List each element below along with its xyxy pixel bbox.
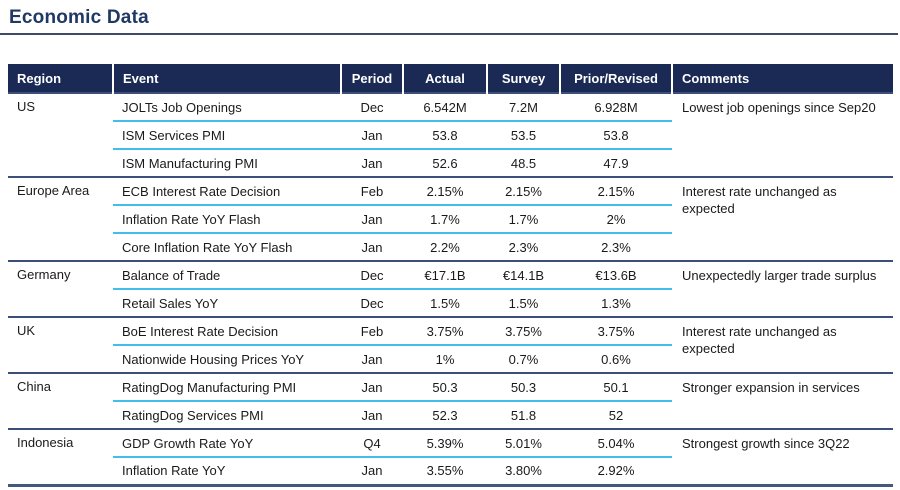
event-cell: Balance of Trade	[113, 261, 341, 289]
event-cell: RatingDog Services PMI	[122, 407, 264, 423]
column-header-comments: Comments	[672, 64, 893, 93]
event-cell: Retail Sales YoY	[122, 295, 219, 311]
region-label: Germany	[17, 267, 71, 282]
survey-cell: 3.75%	[487, 317, 560, 345]
region-label: US	[17, 99, 36, 114]
table-row	[8, 317, 893, 345]
column-header-prior-revised: Prior/Revised	[560, 64, 672, 93]
comment-cell: Interest rate unchanged as expected	[682, 184, 837, 216]
region-group	[8, 177, 893, 261]
actual-cell: 1.7%	[403, 205, 487, 233]
actual-cell: 2.2%	[430, 239, 460, 255]
column-header-event: Event	[113, 64, 341, 93]
table-row	[8, 177, 893, 205]
prior-cell: 2.3%	[601, 239, 631, 255]
prior-cell: 2.15%	[560, 177, 672, 205]
actual-cell: 5.39%	[403, 429, 487, 457]
event-cell: Core Inflation Rate YoY Flash	[122, 239, 293, 255]
actual-cell: 52.3	[432, 407, 458, 423]
survey-cell: 2.15%	[487, 177, 560, 205]
comment-cell: Interest rate unchanged as expected	[682, 324, 837, 356]
period-cell: Jan	[341, 205, 403, 233]
survey-cell: 2.3%	[508, 239, 539, 255]
comment-cell: Strongest growth since 3Q22	[682, 436, 850, 451]
actual-cell: 6.542M	[403, 93, 487, 121]
actual-cell: 3.75%	[403, 317, 487, 345]
actual-cell: 50.3	[403, 373, 487, 401]
period-cell: Jan	[361, 239, 383, 255]
survey-cell: 1.5%	[508, 295, 539, 311]
event-cell: Inflation Rate YoY Flash	[113, 205, 341, 233]
prior-cell: 53.8	[560, 121, 672, 149]
survey-cell: 3.80%	[505, 463, 542, 479]
event-cell: RatingDog Manufacturing PMI	[113, 373, 341, 401]
table-row	[8, 261, 893, 289]
event-cell: JOLTs Job Openings	[113, 93, 341, 121]
event-cell: ISM Manufacturing PMI	[122, 155, 258, 171]
prior-cell: 0.6%	[601, 351, 631, 367]
survey-cell: 1.7%	[487, 205, 560, 233]
period-cell: Jan	[361, 351, 383, 367]
prior-cell: 52	[608, 407, 624, 423]
prior-cell: 5.04%	[560, 429, 672, 457]
period-cell: Feb	[341, 317, 403, 345]
prior-cell: 3.75%	[560, 317, 672, 345]
period-cell: Jan	[361, 155, 383, 171]
event-cell: BoE Interest Rate Decision	[113, 317, 341, 345]
region-label: Indonesia	[17, 435, 74, 450]
header-row	[8, 64, 893, 93]
region-label: Europe Area	[17, 183, 90, 198]
prior-cell: 2%	[560, 205, 672, 233]
table-row	[8, 429, 893, 457]
prior-cell: 50.1	[560, 373, 672, 401]
page-title: Economic Data	[9, 7, 149, 28]
period-cell: Q4	[341, 429, 403, 457]
survey-cell: 48.5	[510, 155, 537, 171]
survey-cell: 7.2M	[487, 93, 560, 121]
event-cell: ECB Interest Rate Decision	[113, 177, 341, 205]
survey-cell: 0.7%	[508, 351, 539, 367]
region-group	[8, 429, 893, 485]
table-row	[8, 93, 893, 121]
actual-cell: 1.5%	[430, 295, 460, 311]
region-group	[8, 93, 893, 177]
period-cell: Jan	[341, 121, 403, 149]
event-cell: Nationwide Housing Prices YoY	[122, 351, 305, 367]
prior-cell: 47.9	[603, 155, 629, 171]
comment-cell: Unexpectedly larger trade surplus	[682, 268, 877, 283]
prior-cell: 6.928M	[560, 93, 672, 121]
survey-cell: 53.5	[487, 121, 560, 149]
table-header	[8, 64, 893, 93]
period-cell: Dec	[341, 261, 403, 289]
period-cell: Feb	[341, 177, 403, 205]
event-cell: GDP Growth Rate YoY	[113, 429, 341, 457]
actual-cell: 3.55%	[426, 463, 464, 479]
actual-cell: 53.8	[403, 121, 487, 149]
region-group	[8, 317, 893, 373]
event-cell: ISM Services PMI	[113, 121, 341, 149]
column-header-survey: Survey	[487, 64, 560, 93]
survey-cell: 51.8	[510, 407, 537, 423]
column-header-period: Period	[341, 64, 403, 93]
survey-cell: €14.1B	[487, 261, 560, 289]
region-label: UK	[17, 323, 36, 338]
table-row	[8, 373, 893, 401]
survey-cell: 5.01%	[487, 429, 560, 457]
period-cell: Jan	[361, 407, 383, 423]
economic-data-table	[8, 64, 893, 487]
survey-cell: 50.3	[487, 373, 560, 401]
column-header-actual: Actual	[403, 64, 487, 93]
region-group	[8, 261, 893, 317]
page-header	[0, 0, 900, 29]
period-cell: Dec	[360, 295, 384, 311]
actual-cell: 1%	[435, 351, 455, 367]
column-header-region: Region	[8, 64, 113, 93]
prior-cell: 1.3%	[601, 295, 631, 311]
period-cell: Jan	[341, 373, 403, 401]
event-cell: Inflation Rate YoY	[122, 463, 226, 479]
actual-cell: €17.1B	[403, 261, 487, 289]
actual-cell: 2.15%	[403, 177, 487, 205]
region-group	[8, 373, 893, 429]
comment-cell: Stronger expansion in services	[682, 380, 860, 395]
comment-cell: Lowest job openings since Sep20	[682, 100, 876, 115]
period-cell: Jan	[361, 463, 383, 479]
period-cell: Dec	[341, 93, 403, 121]
prior-cell: 2.92%	[597, 463, 635, 479]
actual-cell: 52.6	[432, 155, 458, 171]
region-label: China	[17, 379, 51, 394]
prior-cell: €13.6B	[560, 261, 672, 289]
title-rule	[0, 33, 898, 35]
